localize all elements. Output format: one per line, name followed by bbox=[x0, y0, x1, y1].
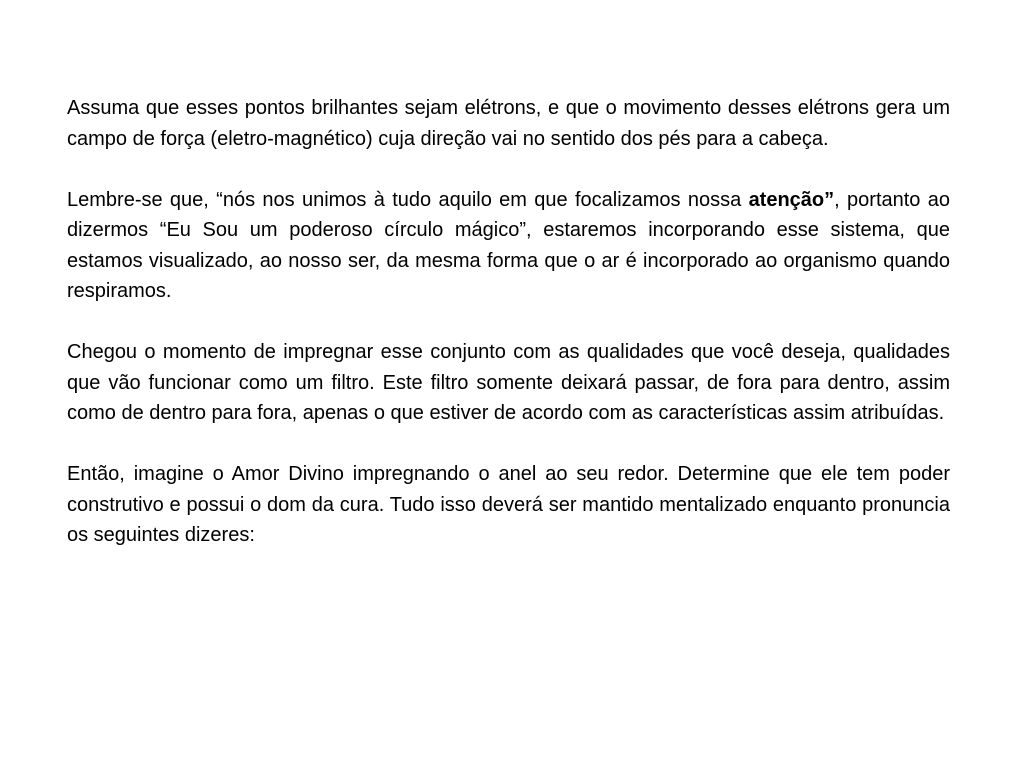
paragraph-3: Chegou o momento de impregnar esse conjunto com as qualidades que você deseja, qualidades que vão funcionar como um filtro. Este filtro somente deixará passar, de fora para dentro, assim como de dentro para fora, apenas o que estiver de acordo com as características assim atribuídas. bbox=[67, 341, 950, 424]
paragraph-2-bold-word: atenção” bbox=[748, 188, 835, 211]
paragraph-2-text-end: , portanto ao dizermos “Eu Sou um poderoso círculo mágico”, estaremos incorporando esse sistema, que estamos visualizado, ao nosso ser, da mesma forma que o ar é incorporado ao organismo quando respiramos. bbox=[67, 188, 950, 302]
slide-text-body bbox=[67, 93, 950, 551]
paragraph-1: Assuma que esses pontos brilhantes sejam elétrons, e que o movimento desses elétrons gera um campo de força (eletro-magnético) cuja direção vai no sentido dos pés para a cabeça. bbox=[67, 97, 950, 150]
paragraph-2-text-start: Lembre-se que, “nós nos unimos à tudo aquilo em que focalizamos nossa bbox=[67, 188, 749, 211]
paragraph-4: Então, imagine o Amor Divino impregnando o anel ao seu redor. Determine que ele tem poder construtivo e possui o dom da cura. Tudo isso deverá ser mantido mentalizado enquanto pronuncia os seguintes dizeres: bbox=[67, 463, 950, 546]
paragraph-2 bbox=[67, 185, 950, 307]
